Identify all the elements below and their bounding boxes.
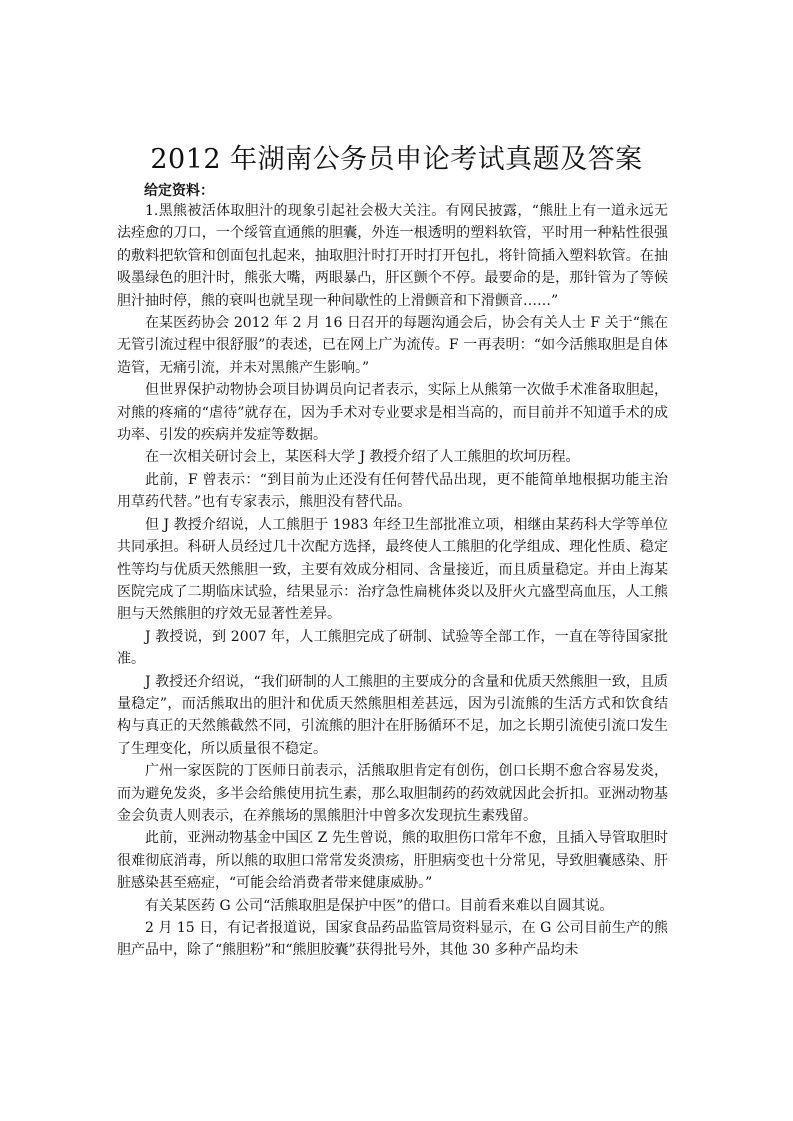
paragraph: 广州一家医院的丁医师日前表示，活熊取胆肯定有创伤，创口长期不愈合容易发炎，而为避免发炎，多半会给熊使用抗生素，那么取胆制药的药效就因此会折扣。亚洲动物基金会负责人则表示，在养熊场的黑熊胆汁中曾多次发现抗生素残留。 [117,763,668,824]
paragraph: 2 月 15 日，有记者报道说，国家食品药品监管局资料显示，在 G 公司目前生产的熊胆产品中，除了“熊胆粉”和“熊胆胶囊”获得批号外，其他 30 多种产品均未 [117,920,668,959]
paragraph: 此前，F 曾表示：“到目前为止还没有任何替代品出现，更不能简单地根据功能主治用草药代替。”也有专家表示，熊胆没有替代品。 [117,471,668,511]
paragraph: 此前，亚洲动物基金中国区 Z 先生曾说，熊的取胆伤口常年不愈，且插入导管取胆时很难彻底消毒，所以熊的取胆口常常发炎溃疡，肝胆病变也十分常见，导致胆囊感染、肝脏感染甚至癌症，“可能会给消费者带来健康威胁。” [117,830,668,892]
paragraph: J 教授还介绍说，“我们研制的人工熊胆的主要成分的含量和优质天然熊胆一致，且质量稳定”，而活熊取出的胆汁和优质天然熊胆相差甚远，因为引流熊的生活方式和饮食结构与真正的天然熊截然不同，引流熊的胆汁在肝肠循环不足，加之长期引流使引流口发生了生理变化，所以质量很不稳定。 [117,673,668,757]
paragraph: 在一次相关研讨会上，某医科大学 J 教授介绍了人工熊胆的坎坷历程。 [145,449,580,466]
document-body [117,200,668,962]
section-label: 给定资料： [144,183,214,199]
paragraph: 但世界保护动物协会项目协调员向记者表示，实际上从熊第一次做手术准备取胆起，对熊的疼痛的“虐待”就存在，因为手术对专业要求是相当高的，而目前并不知道手术的成功率、引发的疾病并发症等数据。 [117,382,668,444]
document-title: 2012 年湖南公务员申论考试真题及答案 [150,144,643,175]
paragraph: J 教授说，到 2007 年，人工熊胆完成了研制、试验等全部工作，一直在等待国家批准。 [117,628,668,668]
paragraph: 有关某医药 G 公司“活熊取胆是保护中医”的借口。目前看来难以自圆其说。 [145,897,614,914]
paragraph: 在某医药协会 2012 年 2 月 16 日召开的每题沟通会后，协会有关人士 F 关于“熊在无管引流过程中很舒服”的表述，已在网上广为流传。F 一再表明：“如今活熊取胆是自体造管，无痛引流，并未对黑熊产生影响。” [117,315,668,376]
paragraph: 1.黑熊被活体取胆汁的现象引起社会极大关注。有网民披露，“熊肚上有一道永远无法痊愈的刀口，一个绥管直通熊的胆囊，外连一根透明的塑料软管，平时用一种粘性很强的敷料把软管和创面包扎起来，抽取胆汁时打开时打开包扎，将针筒插入塑料软管。在抽吸墨绿色的胆汁时，熊张大嘴，两眼暴凸，肝区颤个不停。最要命的是，那针管为了等候胆汁抽时停，熊的衰叫也就呈现一种间歇性的上滑颤音和下滑颤音……” [117,203,668,309]
paragraph: 但 J 教授介绍说，人工熊胆于 1983 年经卫生部批准立项，相继由某药科大学等单位共同承担。科研人员经过几十次配方选择，最终使人工熊胆的化学组成、理化性质、稳定性等均与优质天然熊胆一致，主要有效成分相同、含量接近，而且质量稳定。并由上海某医院完成了二期临床试验，结果显示：治疗急性扁桃体炎以及肝火亢盛型高血压，人工熊胆与天然熊胆的疗效无显著性差异。 [117,516,668,623]
